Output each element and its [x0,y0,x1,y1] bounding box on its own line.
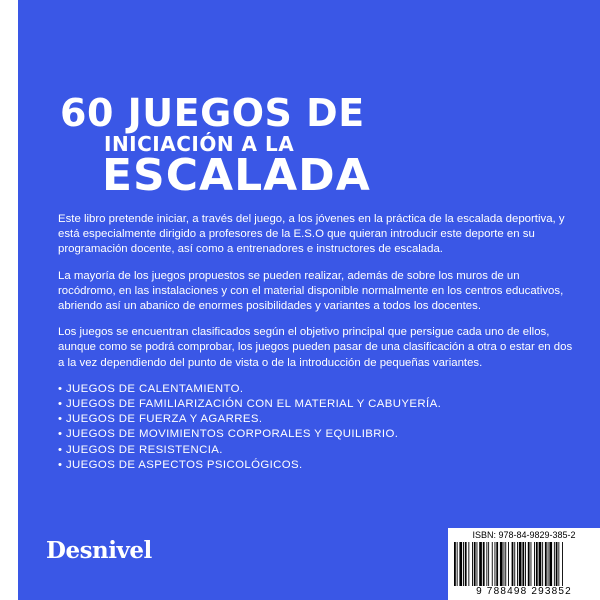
barcode-bar [542,542,543,586]
barcode-bar [514,542,515,586]
barcode-image [452,542,596,586]
barcode-bar [517,542,518,586]
barcode-bar [554,542,555,586]
barcode-bar [457,542,458,586]
list-item: • JUEGOS DE ASPECTOS PSICOLÓGICOS. [58,458,303,471]
barcode-bar [531,542,532,586]
barcode-bar [539,542,542,586]
title-line-1: 60 JUEGOS DE [60,91,365,135]
barcode-bar [534,542,535,586]
barcode-bar [468,542,469,586]
barcode-bar [504,542,505,586]
barcode-bar [508,542,509,586]
barcode-bar [479,542,482,586]
barcode-bar [492,542,493,586]
barcode-bar [459,542,462,586]
barcode-bar [505,542,506,586]
barcode-bar [548,542,549,586]
barcode-bar [488,542,489,586]
title-line-2: INICIACIÓN A LA [104,132,295,156]
list-item: • JUEGOS DE FUERZA Y AGARRES. [58,413,263,426]
list-item: • JUEGOS DE CALENTAMIENTO. [58,382,244,395]
barcode-bar [474,542,476,586]
barcode-bar [522,542,524,586]
barcode-bar [525,542,526,586]
barcode-bar [519,542,522,586]
barcode-bar [483,542,485,586]
barcode-bar [528,542,530,586]
barcode-bar [545,542,547,586]
barcode-bar [500,542,503,586]
barcode-bar [472,542,473,586]
barcode-bar [556,542,558,586]
title-line-3: ESCALADA [102,150,371,201]
list-item: • JUEGOS DE MOVIMIENTOS CORPORALES Y EQUILIBRIO. [58,428,399,441]
barcode-bar [558,542,559,586]
description-text [58,212,578,473]
list-item: • JUEGOS DE FAMILIARIZACIÓN CON EL MATERIAL Y CABUYERÍA. [58,398,442,411]
barcode-bar [486,542,487,586]
barcode-bar [463,542,464,586]
barcode-bar [495,542,496,586]
barcode-area [448,528,600,600]
paragraph-2: La mayoría de los juegos propuestos se pueden realizar, además de sobre los muros de un rocódromo, en las instalaciones y con el material disponible normalmente en los centros educativos, abriendo así un abanico de enormes posibilidades y variantes a todos los docentes. [58,269,564,313]
barcode-bar [477,542,478,586]
paragraph-1: Este libro pretende iniciar, a través del juego, a los jóvenes en la práctica de la escalada deportiva, y está especialmente dirigido a profesores de la E.S.O que quieran introducir este deporte en su programación docente, así como a entrenadores e instructores de escalada. [58,213,565,256]
barcode-bar [496,542,498,586]
barcode-bar [465,542,467,586]
barcode-bar [562,542,563,586]
list-item: • JUEGOS DE RESISTENCIA. [58,443,223,456]
barcode-number: 9 788498 293852 [476,586,572,597]
publisher-logo: Desnivel [46,537,152,564]
barcode-bar [512,542,514,586]
barcode-bar [536,542,538,586]
game-categories-list [58,382,578,473]
barcode-bar [549,542,552,586]
barcode-bar [454,542,456,586]
isbn-label: ISBN: 978-84-9829-385-2 [472,530,576,540]
book-back-cover [18,0,600,600]
paragraph-3: Los juegos se encuentran clasificados según el objetivo principal que persigue cada uno de ellos, aunque como se podrá comprobar, los juegos pueden pasar de una clasificación a otra o estar en dos a la vez dependiendo del punto de vista o de la introducción de pequeñas variantes. [58,326,573,369]
